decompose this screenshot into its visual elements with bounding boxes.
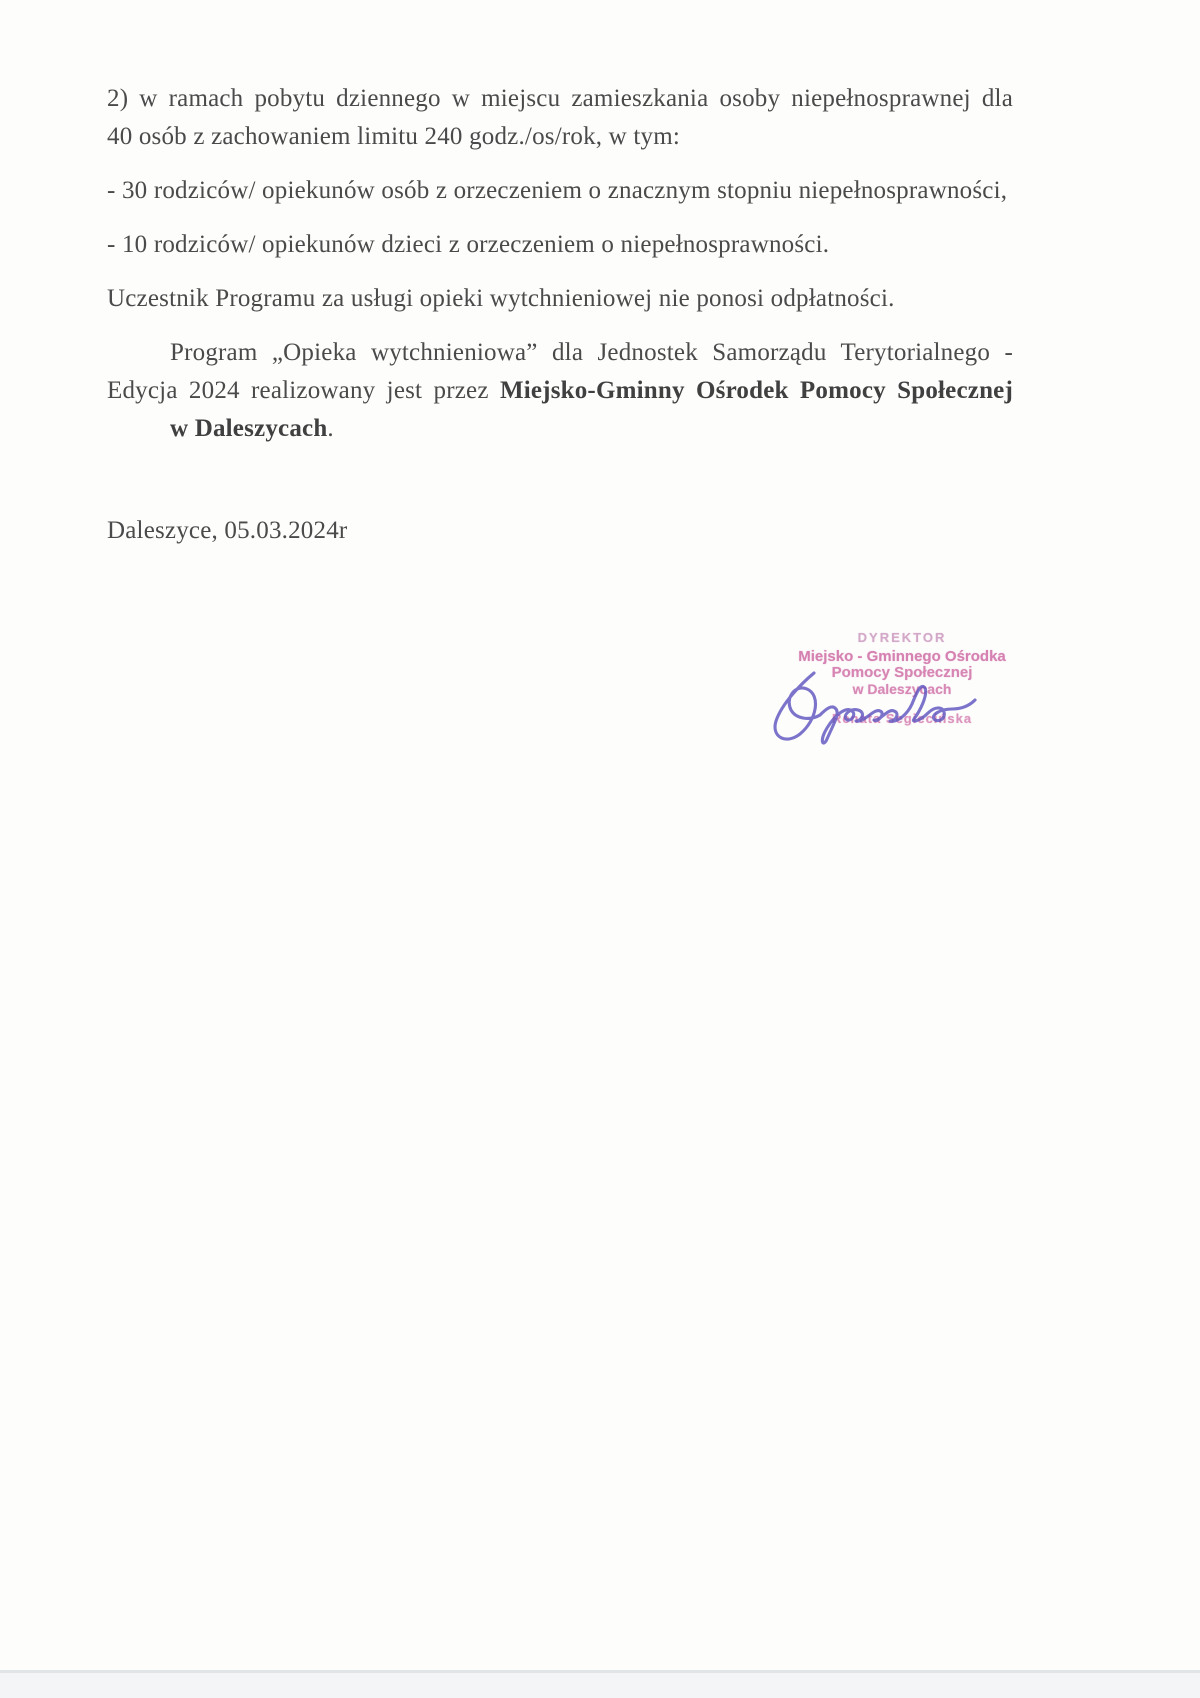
scan-bottom-edge-area	[0, 1673, 1200, 1698]
stamp-org-line-2: Pomocy Społecznej	[831, 664, 973, 681]
organization-name-bold: Miejsko-Gminny Ośrodek Pomocy Społecznej	[499, 377, 1013, 404]
organization-location-bold: w Daleszycach	[170, 415, 328, 442]
paragraph-daily-stay-limit: 40 osób z zachowaniem limitu 240 godz./os/rok, w tym:	[107, 123, 681, 150]
paragraph-program-regular-text: Program „Opieka wytchnieniowa” dla Jednostek Samorządu Terytorialnego - Edycja 2024 realizowany jest przez	[107, 339, 1013, 404]
stamp-title-director: DYREKTOR	[857, 630, 947, 645]
paragraph-30-parents	[107, 172, 1013, 210]
paragraph-program-realization	[107, 334, 1013, 448]
paragraph-30-parents-text: - 30 rodziców/ opiekunów osób z orzeczeniem o znacznym stopniu	[107, 177, 799, 204]
stamp-location: w Daleszycach	[852, 681, 952, 697]
signature-stroke	[775, 673, 975, 743]
sentence-period: .	[327, 415, 334, 442]
paragraph-daily-stay	[107, 80, 1013, 156]
paragraph-daily-stay-text: 2) w ramach pobytu dziennego w miejscu zamieszkania osoby niepełnosprawnej dla	[107, 85, 1013, 112]
paragraph-no-fees: Uczestnik Programu za usługi opieki wytchnieniowej nie ponosi odpłatności.	[107, 285, 895, 312]
handwritten-signature	[762, 665, 997, 750]
paragraph-10-parents: - 10 rodziców/ opiekunów dzieci z orzeczeniem o niepełnosprawności.	[107, 231, 830, 258]
place-date-line: Daleszyce, 05.03.2024r	[107, 517, 348, 544]
stamp-person-name: Renata Segiecińska	[831, 711, 973, 726]
stamp-org-line-1: Miejsko - Gminnego Ośrodka	[798, 648, 1006, 665]
document-body	[107, 80, 1013, 566]
paragraph-30-parents-tail: niepełnosprawności,	[798, 177, 1008, 204]
